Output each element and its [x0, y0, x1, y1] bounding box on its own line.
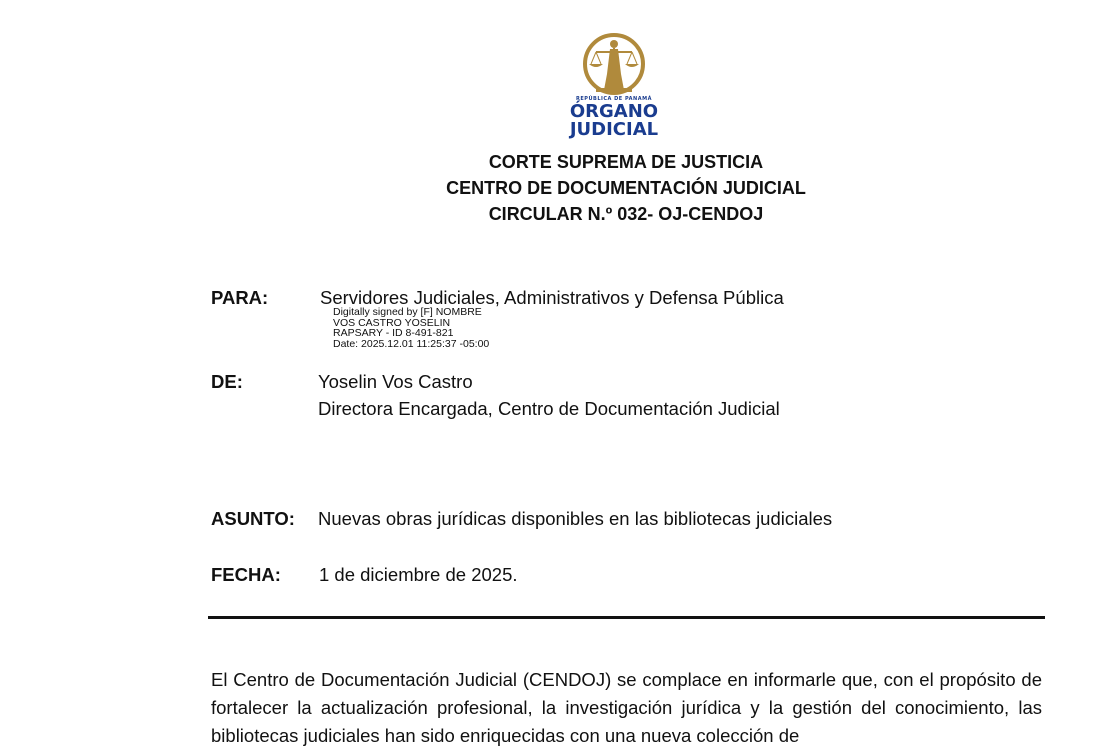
para-label: PARA: [211, 287, 269, 308]
asunto-label: ASUNTO: [211, 508, 295, 529]
court-title: CORTE SUPREMA DE JUSTICIA [488, 152, 764, 172]
de-label: DE: [211, 371, 243, 392]
de-position: Directora Encargada, Centro de Documentación Judicial [318, 398, 780, 419]
circular-number: CIRCULAR N.º 032- OJ-CENDOJ [488, 204, 764, 224]
logo-organo-text: ÓRGANO [569, 101, 659, 122]
signature-line: RAPSARY - ID 8-491-821 [333, 327, 454, 339]
document-header [0, 149, 1114, 227]
logo-country-text: REPÚBLICA DE PANAMÁ [576, 96, 652, 102]
fecha-value: 1 de diciembre de 2025. [319, 564, 518, 585]
digital-signature [333, 307, 489, 349]
de-name: Yoselin Vos Castro [318, 371, 473, 392]
logo-judicial-text: JUDICIAL [569, 119, 659, 140]
asunto-value: Nuevas obras jurídicas disponibles en las bibliotecas judiciales [318, 508, 833, 529]
signature-line: Digitally signed by [F] NOMBRE [333, 306, 482, 318]
para-value: Servidores Judiciales, Administrativos y Defensa Pública [320, 287, 784, 308]
body-paragraph: El Centro de Documentación Judicial (CENDOJ) se complace en informarle que, con el propósito de fortalecer la actualización profesional, la investigación jurídica y la gestión del conocimiento, las bibliotecas judiciales han sido enriquecidas con una nueva colección de [211, 669, 1042, 746]
fecha-label: FECHA: [211, 564, 281, 585]
organo-judicial-logo [566, 30, 662, 142]
signature-line: Date: 2025.12.01 11:25:37 -05:00 [333, 337, 490, 350]
justice-emblem-icon [566, 30, 662, 100]
header-divider [208, 616, 1045, 619]
center-title: CENTRO DE DOCUMENTACIÓN JUDICIAL [446, 178, 806, 198]
signature-line: VOS CASTRO YOSELIN [333, 316, 451, 329]
